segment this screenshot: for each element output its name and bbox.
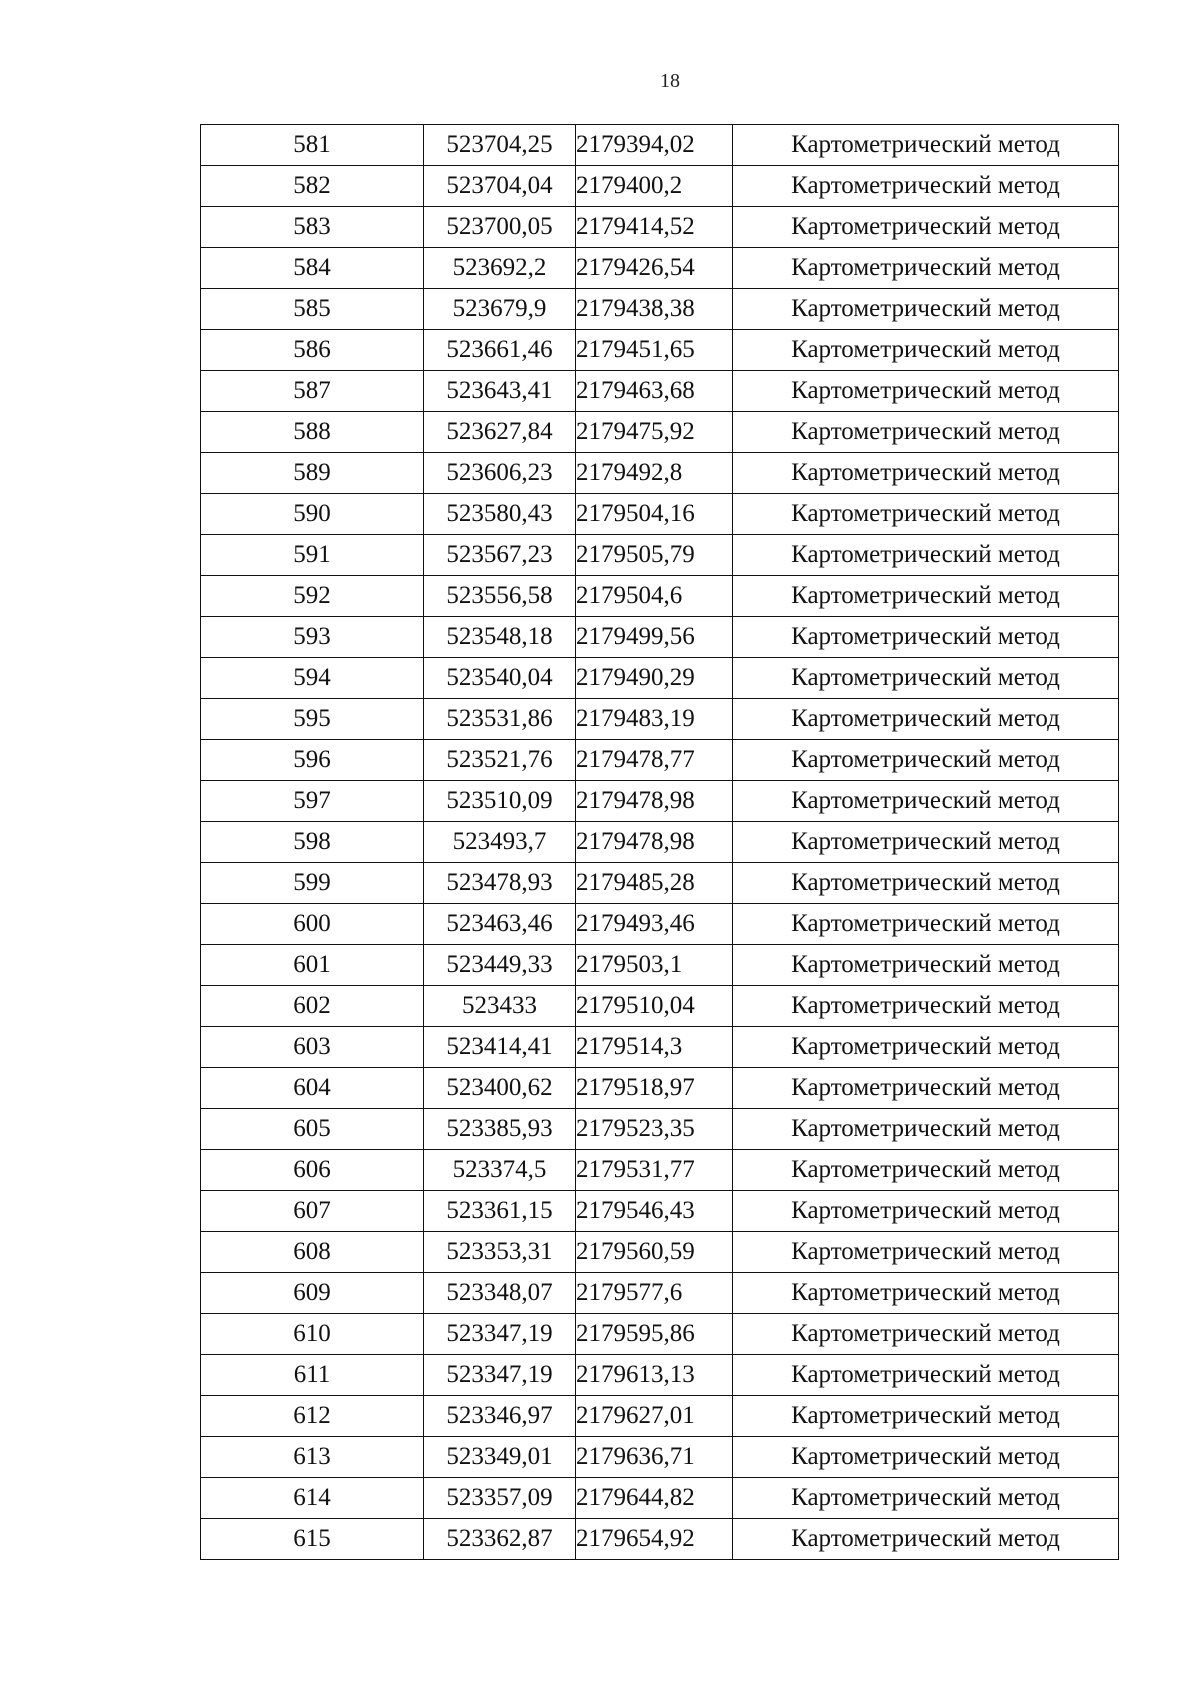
x-coordinate-cell: 523679,9 <box>424 289 576 330</box>
y-coordinate-cell: 2179499,56 <box>576 617 733 658</box>
method-cell: Картометрический метод <box>733 412 1119 453</box>
point-number-cell: 595 <box>201 699 424 740</box>
table-row <box>201 1191 1119 1232</box>
method-cell: Картометрический метод <box>733 1396 1119 1437</box>
point-number-cell: 613 <box>201 1437 424 1478</box>
y-coordinate-cell: 2179644,82 <box>576 1478 733 1519</box>
point-number-cell: 606 <box>201 1150 424 1191</box>
point-number-cell: 596 <box>201 740 424 781</box>
x-coordinate-cell: 523704,04 <box>424 166 576 207</box>
point-number-cell: 601 <box>201 945 424 986</box>
y-coordinate-cell: 2179504,6 <box>576 576 733 617</box>
y-coordinate-cell: 2179518,97 <box>576 1068 733 1109</box>
y-coordinate-cell: 2179505,79 <box>576 535 733 576</box>
y-coordinate-cell: 2179478,77 <box>576 740 733 781</box>
method-cell: Картометрический метод <box>733 986 1119 1027</box>
table-row <box>201 453 1119 494</box>
y-coordinate-cell: 2179503,1 <box>576 945 733 986</box>
x-coordinate-cell: 523493,7 <box>424 822 576 863</box>
table-row <box>201 1478 1119 1519</box>
method-cell: Картометрический метод <box>733 658 1119 699</box>
method-cell: Картометрический метод <box>733 535 1119 576</box>
point-number-cell: 581 <box>201 125 424 166</box>
x-coordinate-cell: 523606,23 <box>424 453 576 494</box>
x-coordinate-cell: 523449,33 <box>424 945 576 986</box>
method-cell: Картометрический метод <box>733 1478 1119 1519</box>
table-row <box>201 125 1119 166</box>
method-cell: Картометрический метод <box>733 207 1119 248</box>
method-cell: Картометрический метод <box>733 863 1119 904</box>
table-row <box>201 1232 1119 1273</box>
method-cell: Картометрический метод <box>733 740 1119 781</box>
point-number-cell: 587 <box>201 371 424 412</box>
method-cell: Картометрический метод <box>733 576 1119 617</box>
y-coordinate-cell: 2179451,65 <box>576 330 733 371</box>
x-coordinate-cell: 523400,62 <box>424 1068 576 1109</box>
method-cell: Картометрический метод <box>733 945 1119 986</box>
point-number-cell: 614 <box>201 1478 424 1519</box>
y-coordinate-cell: 2179510,04 <box>576 986 733 1027</box>
table-row <box>201 248 1119 289</box>
method-cell: Картометрический метод <box>733 289 1119 330</box>
table-row <box>201 1109 1119 1150</box>
point-number-cell: 607 <box>201 1191 424 1232</box>
table-row <box>201 1273 1119 1314</box>
y-coordinate-cell: 2179531,77 <box>576 1150 733 1191</box>
y-coordinate-cell: 2179523,35 <box>576 1109 733 1150</box>
table-row <box>201 863 1119 904</box>
y-coordinate-cell: 2179478,98 <box>576 781 733 822</box>
table-row <box>201 576 1119 617</box>
x-coordinate-cell: 523347,19 <box>424 1314 576 1355</box>
point-number-cell: 608 <box>201 1232 424 1273</box>
x-coordinate-cell: 523661,46 <box>424 330 576 371</box>
point-number-cell: 609 <box>201 1273 424 1314</box>
y-coordinate-cell: 2179514,3 <box>576 1027 733 1068</box>
x-coordinate-cell: 523510,09 <box>424 781 576 822</box>
table-row <box>201 781 1119 822</box>
method-cell: Картометрический метод <box>733 453 1119 494</box>
y-coordinate-cell: 2179492,8 <box>576 453 733 494</box>
table-row <box>201 330 1119 371</box>
point-number-cell: 602 <box>201 986 424 1027</box>
point-number-cell: 582 <box>201 166 424 207</box>
table-row <box>201 371 1119 412</box>
table-row <box>201 699 1119 740</box>
point-number-cell: 585 <box>201 289 424 330</box>
table-row <box>201 1519 1119 1560</box>
coordinates-table <box>200 124 1119 1560</box>
method-cell: Картометрический метод <box>733 1191 1119 1232</box>
y-coordinate-cell: 2179636,71 <box>576 1437 733 1478</box>
method-cell: Картометрический метод <box>733 166 1119 207</box>
x-coordinate-cell: 523353,31 <box>424 1232 576 1273</box>
y-coordinate-cell: 2179478,98 <box>576 822 733 863</box>
method-cell: Картометрический метод <box>733 1273 1119 1314</box>
table-row <box>201 207 1119 248</box>
table-row <box>201 740 1119 781</box>
point-number-cell: 586 <box>201 330 424 371</box>
method-cell: Картометрический метод <box>733 1232 1119 1273</box>
x-coordinate-cell: 523548,18 <box>424 617 576 658</box>
point-number-cell: 588 <box>201 412 424 453</box>
x-coordinate-cell: 523361,15 <box>424 1191 576 1232</box>
x-coordinate-cell: 523347,19 <box>424 1355 576 1396</box>
method-cell: Картометрический метод <box>733 699 1119 740</box>
point-number-cell: 615 <box>201 1519 424 1560</box>
x-coordinate-cell: 523346,97 <box>424 1396 576 1437</box>
x-coordinate-cell: 523521,76 <box>424 740 576 781</box>
method-cell: Картометрический метод <box>733 1109 1119 1150</box>
point-number-cell: 591 <box>201 535 424 576</box>
y-coordinate-cell: 2179560,59 <box>576 1232 733 1273</box>
y-coordinate-cell: 2179475,92 <box>576 412 733 453</box>
point-number-cell: 593 <box>201 617 424 658</box>
table-row <box>201 166 1119 207</box>
y-coordinate-cell: 2179485,28 <box>576 863 733 904</box>
x-coordinate-cell: 523374,5 <box>424 1150 576 1191</box>
y-coordinate-cell: 2179493,46 <box>576 904 733 945</box>
table-row <box>201 1314 1119 1355</box>
method-cell: Картометрический метод <box>733 904 1119 945</box>
point-number-cell: 597 <box>201 781 424 822</box>
point-number-cell: 598 <box>201 822 424 863</box>
y-coordinate-cell: 2179504,16 <box>576 494 733 535</box>
x-coordinate-cell: 523556,58 <box>424 576 576 617</box>
method-cell: Картометрический метод <box>733 1068 1119 1109</box>
table-row <box>201 1150 1119 1191</box>
y-coordinate-cell: 2179654,92 <box>576 1519 733 1560</box>
table-row <box>201 945 1119 986</box>
point-number-cell: 583 <box>201 207 424 248</box>
point-number-cell: 610 <box>201 1314 424 1355</box>
x-coordinate-cell: 523349,01 <box>424 1437 576 1478</box>
method-cell: Картометрический метод <box>733 781 1119 822</box>
y-coordinate-cell: 2179400,2 <box>576 166 733 207</box>
table-row <box>201 535 1119 576</box>
x-coordinate-cell: 523540,04 <box>424 658 576 699</box>
x-coordinate-cell: 523362,87 <box>424 1519 576 1560</box>
table-row <box>201 289 1119 330</box>
x-coordinate-cell: 523531,86 <box>424 699 576 740</box>
x-coordinate-cell: 523357,09 <box>424 1478 576 1519</box>
method-cell: Картометрический метод <box>733 494 1119 535</box>
x-coordinate-cell: 523700,05 <box>424 207 576 248</box>
point-number-cell: 600 <box>201 904 424 945</box>
point-number-cell: 611 <box>201 1355 424 1396</box>
method-cell: Картометрический метод <box>733 822 1119 863</box>
point-number-cell: 605 <box>201 1109 424 1150</box>
point-number-cell: 599 <box>201 863 424 904</box>
table-row <box>201 617 1119 658</box>
point-number-cell: 604 <box>201 1068 424 1109</box>
table-row <box>201 1068 1119 1109</box>
y-coordinate-cell: 2179414,52 <box>576 207 733 248</box>
method-cell: Картометрический метод <box>733 125 1119 166</box>
x-coordinate-cell: 523414,41 <box>424 1027 576 1068</box>
method-cell: Картометрический метод <box>733 1027 1119 1068</box>
x-coordinate-cell: 523627,84 <box>424 412 576 453</box>
x-coordinate-cell: 523463,46 <box>424 904 576 945</box>
table-row <box>201 412 1119 453</box>
y-coordinate-cell: 2179490,29 <box>576 658 733 699</box>
point-number-cell: 589 <box>201 453 424 494</box>
y-coordinate-cell: 2179426,54 <box>576 248 733 289</box>
x-coordinate-cell: 523478,93 <box>424 863 576 904</box>
table-row <box>201 1437 1119 1478</box>
method-cell: Картометрический метод <box>733 1150 1119 1191</box>
y-coordinate-cell: 2179577,6 <box>576 1273 733 1314</box>
y-coordinate-cell: 2179595,86 <box>576 1314 733 1355</box>
method-cell: Картометрический метод <box>733 371 1119 412</box>
table-row <box>201 904 1119 945</box>
y-coordinate-cell: 2179394,02 <box>576 125 733 166</box>
x-coordinate-cell: 523348,07 <box>424 1273 576 1314</box>
page-number: 18 <box>660 70 680 92</box>
method-cell: Картометрический метод <box>733 1437 1119 1478</box>
method-cell: Картометрический метод <box>733 1519 1119 1560</box>
method-cell: Картометрический метод <box>733 617 1119 658</box>
table-row <box>201 494 1119 535</box>
y-coordinate-cell: 2179463,68 <box>576 371 733 412</box>
method-cell: Картометрический метод <box>733 330 1119 371</box>
table-row <box>201 1027 1119 1068</box>
x-coordinate-cell: 523567,23 <box>424 535 576 576</box>
x-coordinate-cell: 523692,2 <box>424 248 576 289</box>
y-coordinate-cell: 2179483,19 <box>576 699 733 740</box>
x-coordinate-cell: 523580,43 <box>424 494 576 535</box>
point-number-cell: 592 <box>201 576 424 617</box>
y-coordinate-cell: 2179613,13 <box>576 1355 733 1396</box>
x-coordinate-cell: 523385,93 <box>424 1109 576 1150</box>
table-row <box>201 658 1119 699</box>
y-coordinate-cell: 2179546,43 <box>576 1191 733 1232</box>
x-coordinate-cell: 523433 <box>424 986 576 1027</box>
method-cell: Картометрический метод <box>733 1314 1119 1355</box>
table-row <box>201 1355 1119 1396</box>
y-coordinate-cell: 2179438,38 <box>576 289 733 330</box>
table-row <box>201 986 1119 1027</box>
point-number-cell: 590 <box>201 494 424 535</box>
point-number-cell: 603 <box>201 1027 424 1068</box>
table-row <box>201 1396 1119 1437</box>
point-number-cell: 584 <box>201 248 424 289</box>
table-row <box>201 822 1119 863</box>
x-coordinate-cell: 523643,41 <box>424 371 576 412</box>
coordinates-table-body <box>201 125 1119 1560</box>
x-coordinate-cell: 523704,25 <box>424 125 576 166</box>
method-cell: Картометрический метод <box>733 1355 1119 1396</box>
y-coordinate-cell: 2179627,01 <box>576 1396 733 1437</box>
point-number-cell: 594 <box>201 658 424 699</box>
method-cell: Картометрический метод <box>733 248 1119 289</box>
point-number-cell: 612 <box>201 1396 424 1437</box>
